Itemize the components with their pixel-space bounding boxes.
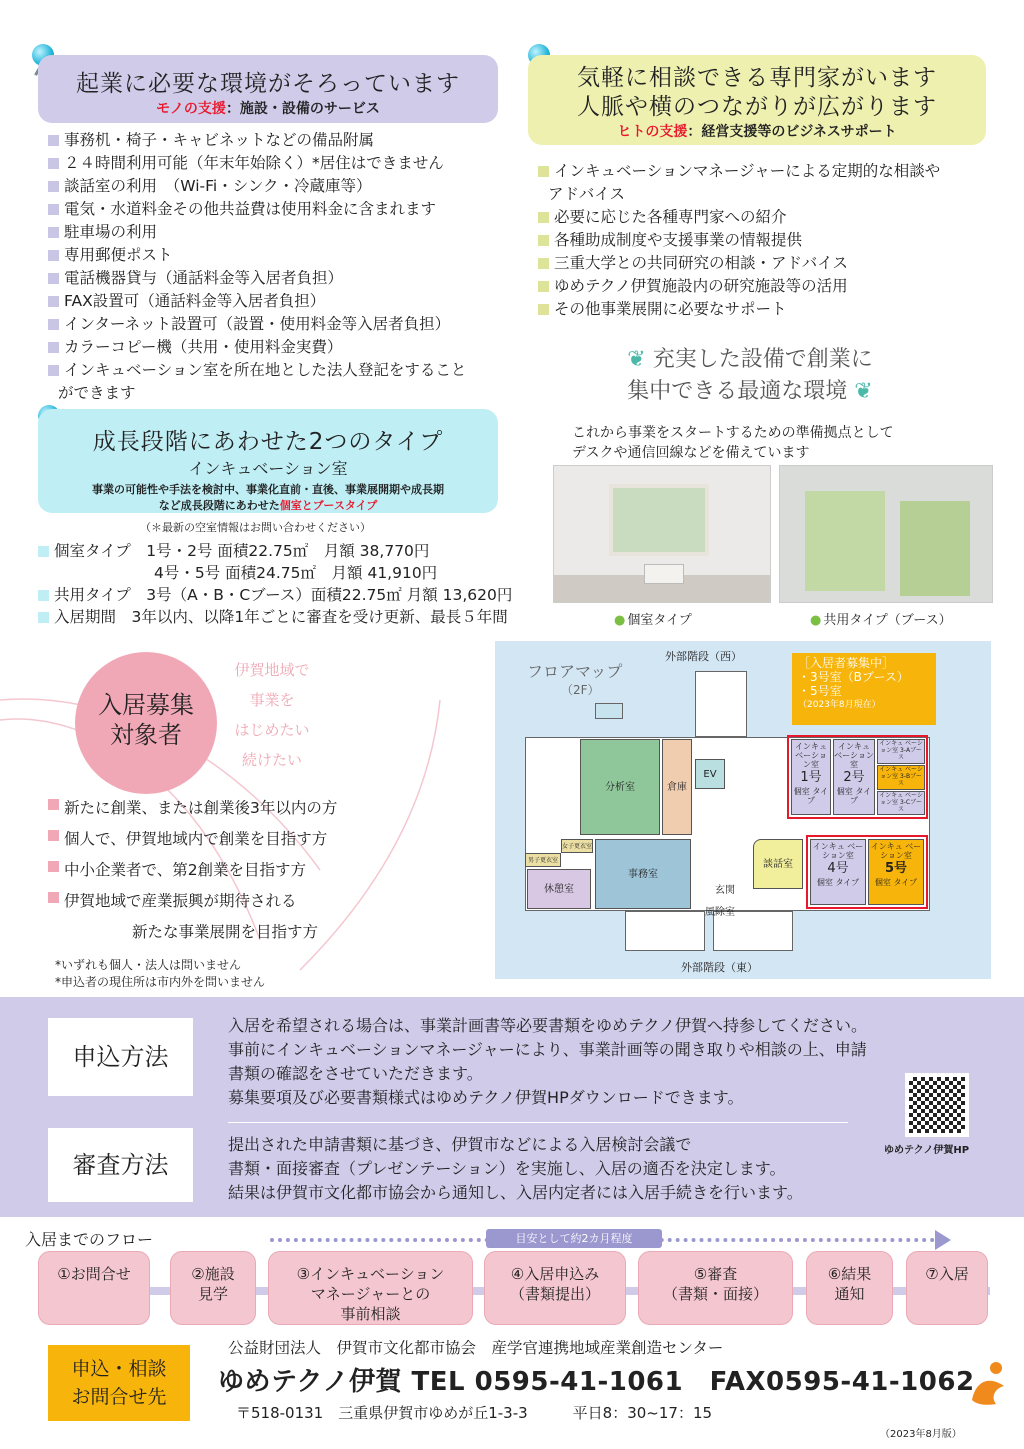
- types-title: 成長段階にあわせた2つのタイプ: [92, 429, 444, 455]
- flow-step: [268, 1251, 473, 1325]
- types-desc-1: 事業の可能性や手法を検討中、事業化直前・直後、事業展開期や成長期: [92, 483, 444, 496]
- private-room-photo: [553, 465, 771, 603]
- flow-step-line: マネージャーとの: [310, 1285, 431, 1303]
- room-bunseki: 分析室: [580, 739, 660, 835]
- contact-label-2: お問合せ先: [71, 1386, 167, 1408]
- recruit-pink-text: [232, 655, 312, 775]
- review-label: 審査方法: [48, 1128, 193, 1202]
- list-item: アドバイス: [548, 185, 626, 203]
- inc-kind: 個室 タイプ: [836, 787, 872, 805]
- qr-caption: ゆめテクノ伊賀HP: [884, 1145, 970, 1156]
- room-ev: EV: [695, 759, 725, 789]
- flow-step-line: ④入居申込み: [510, 1265, 600, 1283]
- list-item: カラーコピー機（共用・使用料金実費）: [48, 336, 518, 359]
- pink-text-line: 続けたい: [241, 751, 302, 769]
- stair-west: [695, 671, 747, 737]
- recruit-box: [792, 653, 936, 725]
- facility-desc-1: これから事業をスタートするための準備拠点として: [572, 425, 894, 441]
- map-east: 外部階段（東）: [681, 961, 758, 974]
- flow-step-line: （書類提出）: [509, 1285, 600, 1303]
- types-note: （＊最新の空室情報はお問い合わせください）: [140, 521, 371, 534]
- env-list: [48, 129, 518, 405]
- types-sub: インキュベーション室: [188, 459, 348, 478]
- inc-kind: 個室 タイプ: [874, 878, 918, 887]
- caption-booth: ● 共用タイプ（ブース）: [810, 609, 952, 628]
- env-header: [38, 55, 498, 123]
- map-west: 外部階段（西）: [665, 650, 742, 663]
- facility-desc-2: デスクや通信回線などを備えています: [572, 445, 810, 461]
- expert-title-2: 人脈や横のつながりが広がります: [577, 94, 937, 120]
- flow-step-line: ⑥結果: [827, 1265, 872, 1283]
- recruit-box-date: （2023年8月現在）: [798, 700, 881, 710]
- expert-title-1: 気軽に相談できる専門家がいます: [577, 65, 937, 91]
- facility-title-1: 充実した設備で創業に: [652, 347, 873, 372]
- contact-main: ゆめテクノ伊賀 TEL 0595-41-1061 FAX0595-41-1062: [218, 1367, 975, 1397]
- room-souko: 倉庫: [662, 739, 692, 835]
- inc-kind: 個室 タイプ: [793, 787, 829, 805]
- contact-label: [48, 1345, 190, 1421]
- recruit-box-1: ・3号室（Bブース）: [798, 670, 909, 684]
- list-item: FAX設置可（通話料金等入居者負担）: [48, 290, 518, 313]
- apply-line: 入居を希望される場合は、事業計画書等必要書類をゆめテクノ伊賀へ持参してください。: [228, 1016, 868, 1035]
- facility-title-2: 集中できる最適な環境: [627, 379, 848, 404]
- inc-num: 1号: [800, 770, 822, 785]
- flow-step: [638, 1251, 793, 1325]
- flow-step-line: 事前相談: [340, 1305, 401, 1323]
- flow-step: [170, 1251, 256, 1325]
- inc-label: インキュ ベーション室: [834, 742, 874, 769]
- map-title: フロアマップ: [527, 662, 623, 681]
- apply-line: 書類・面接審査（プレゼンテーション）を実施し、入居の適否を決定します。: [228, 1159, 786, 1178]
- list-item: 駐車場の利用: [48, 221, 518, 244]
- recruit-note-1: *いずれも個人・法人は問いません: [55, 958, 242, 972]
- flow-step: [38, 1251, 150, 1325]
- room-kyukei: 休憩室: [527, 869, 591, 909]
- pink-text-line: はじめたい: [234, 721, 310, 739]
- list-item: インキュベーション室を所在地とした法人登記をすること: [48, 359, 518, 382]
- facility-title: ❦ 充実した設備で創業に 集中できる最適な環境 ❦: [627, 347, 873, 404]
- room-josei: 女子更衣室: [561, 839, 593, 853]
- recruit-circle-2: 対象者: [110, 721, 182, 749]
- list-item: ゆめテクノ伊賀施設内の研究施設等の活用: [538, 275, 1008, 298]
- types-row: 入居期間 3年以内、以降1年ごとに審査を受け更新、最長５年間: [38, 606, 578, 628]
- flow-arrow-icon: [935, 1230, 951, 1250]
- types-desc-red: 個室とブースタイプ: [279, 499, 378, 512]
- apply-label: 申込方法: [48, 1018, 193, 1096]
- flow-step-line: ③インキュベーション: [296, 1265, 445, 1283]
- inc-booth-3b: インキュ ベーション室 3-Bブース: [877, 765, 925, 790]
- list-item: ２４時間利用可能（年末年始除く）*居住はできません: [48, 152, 518, 175]
- flow-step: [806, 1251, 893, 1325]
- inc-label: インキュ ベーション室: [795, 742, 827, 769]
- recruit-circle: [75, 652, 217, 794]
- list-item: インターネット設置可（設置・使用料金等入居者負担）: [48, 313, 518, 336]
- map-box: [595, 703, 623, 719]
- flow-step-line: 通知: [834, 1285, 865, 1303]
- types-row: 4号・5号 面積24.75㎡ 月額 41,910円: [154, 564, 438, 582]
- list-item: 事務机・椅子・キャビネットなどの備品附属: [48, 129, 518, 152]
- list-item: 談話室の利用 （Wi-Fi・シンク・冷蔵庫等）: [48, 175, 518, 198]
- recruit-note-2: *申込者の現住所は市内外を問いません: [55, 975, 266, 989]
- partition-image: [900, 501, 970, 596]
- recruit-box-title: ［入居者募集中］: [798, 656, 895, 670]
- list-item: 電話機器貸与（通話料金等入居者負担）: [48, 267, 518, 290]
- pink-text-line: 伊賀地域で: [234, 661, 310, 679]
- recruit-item: 個人で、伊賀地域内で創業を目指す方: [48, 824, 468, 855]
- recruit-item-cont: 新たな事業展開を目指す方: [132, 923, 319, 941]
- flow-step-line: ⑦入居: [925, 1265, 969, 1283]
- types-header: [38, 409, 498, 513]
- inc-label: インキュ ベーション室: [870, 842, 922, 860]
- apply-line: 募集要項及び必要書類様式はゆめテクノ伊賀HPダウンロードできます。: [228, 1088, 744, 1107]
- flow-span: 目安として約2カ月程度: [486, 1229, 662, 1248]
- types-desc-2: など成長段階にあわせた: [158, 499, 280, 512]
- list-item: 各種助成制度や支援事業の情報提供: [538, 229, 1008, 252]
- recruit-list: [48, 793, 468, 948]
- flow-step-line: ⑤審査: [693, 1265, 738, 1283]
- inc-room-5: [868, 839, 924, 905]
- inc-room-2: [833, 739, 875, 815]
- apply-text: [228, 1014, 1008, 1110]
- list-item: 専用郵便ポスト: [48, 244, 518, 267]
- map-floor: （2F）: [561, 683, 600, 697]
- expert-header: [528, 55, 986, 145]
- env-sub-red: モノの支援: [156, 101, 226, 117]
- expert-list: [538, 160, 1008, 321]
- partition-image: [805, 491, 885, 591]
- room-danwa: 談話室: [753, 839, 803, 889]
- types-row: 個室タイプ 1号・2号 面積22.75㎡ 月額 38,770円: [38, 540, 578, 562]
- room-fujo: 風除室: [705, 907, 735, 918]
- recruit-item: 新たに創業、または創業後3年以内の方: [48, 793, 468, 824]
- inc-booth-3a: インキュ ベーション室 3-Aブース: [877, 739, 925, 764]
- apply-line: 書類の確認をさせていただきます。: [228, 1064, 483, 1083]
- window-image: [609, 484, 709, 556]
- flow-title: 入居までのフロー: [25, 1230, 154, 1249]
- contact-version: （2023年8月版）: [880, 1429, 962, 1440]
- recruit-item: 伊賀地域で産業振興が期待される: [48, 886, 468, 917]
- inc-num: 4号: [827, 861, 849, 876]
- inc-booth-3c: インキュ ベーション室 3-Cブース: [877, 791, 925, 815]
- env-sub-rest: ：施設・設備のサービス: [225, 101, 380, 117]
- room-genkan: 玄関: [715, 885, 735, 896]
- booth-photo: [779, 465, 993, 603]
- caption-private: ● 個室タイプ: [614, 609, 692, 628]
- list-item: 電気・水道料金その他共益費は使用料金に含まれます: [48, 198, 518, 221]
- expert-sub-red: ヒトの支援: [617, 124, 688, 140]
- list-item: その他事業展開に必要なサポート: [538, 298, 1008, 321]
- types-list: [38, 540, 578, 628]
- recruit-notes: [55, 957, 265, 991]
- apply-line: 事前にインキュベーションマネージャーにより、事業計画等の聞き取りや相談の上、申請: [228, 1040, 867, 1059]
- expert-sub-rest: ：経営支援等のビジネスサポート: [687, 124, 897, 140]
- facility-desc: [572, 423, 894, 463]
- inc-label: インキュ ベーション室: [812, 842, 864, 860]
- room-jimu: 事務室: [595, 839, 691, 909]
- desk-image: [644, 564, 684, 584]
- flow-step-line: （書類・面接）: [662, 1285, 768, 1303]
- flow-step-line: ①お問合せ: [57, 1265, 131, 1283]
- apply-line: 提出された申請書類に基づき、伊賀市などによる入居検討会議で: [228, 1135, 692, 1154]
- apply-line: 結果は伊賀市文化都市協会から通知し、入居内定者には入居手続きを行います。: [228, 1183, 803, 1202]
- contact-label-1: 申込・相談: [71, 1358, 167, 1380]
- types-row: 共用タイプ 3号（A・B・Cブース）面積22.75㎡ 月額 13,620円: [38, 584, 578, 606]
- flow-step: [484, 1251, 626, 1325]
- contact-org: 公益財団法人 伊賀市文化都市協会 産学官連携地域産業創造センター: [228, 1339, 724, 1357]
- recruit-box-2: ・5号室: [798, 684, 842, 698]
- inc-room-4: [810, 839, 866, 905]
- stair-east-left: [625, 911, 705, 951]
- flow-step-line: ②施設: [191, 1265, 235, 1283]
- inc-num: 2号: [843, 770, 865, 785]
- inc-room-1: [791, 739, 831, 815]
- room-dansei: 男子更衣室: [525, 853, 561, 867]
- inc-kind: 個室 タイプ: [816, 878, 860, 887]
- list-item: 三重大学との共同研究の相談・アドバイス: [538, 252, 1008, 275]
- contact-addr: 〒518-0131 三重県伊賀市ゆめが丘1-3-3 平日8：30~17：15: [236, 1404, 713, 1422]
- flow-step-line: 見学: [197, 1285, 228, 1303]
- recruit-item: 中小企業者で、第2創業を目指す方: [48, 855, 468, 886]
- qr-code[interactable]: [905, 1073, 969, 1137]
- flow-step: [906, 1251, 988, 1325]
- apply-divider: [228, 1122, 848, 1123]
- floor-map: [495, 641, 991, 979]
- list-item: インキュベーションマネージャーによる定期的な相談や: [538, 160, 1008, 183]
- pink-text-line: 事業を: [249, 691, 295, 709]
- recruit-circle-1: 入居募集: [98, 691, 194, 719]
- env-title: 起業に必要な環境がそろっています: [76, 71, 460, 97]
- list-item: 必要に応じた各種専門家への紹介: [538, 206, 1008, 229]
- list-item: ができます: [58, 384, 136, 402]
- logo-icon: [966, 1358, 1012, 1408]
- inc-num: 5号: [884, 861, 908, 876]
